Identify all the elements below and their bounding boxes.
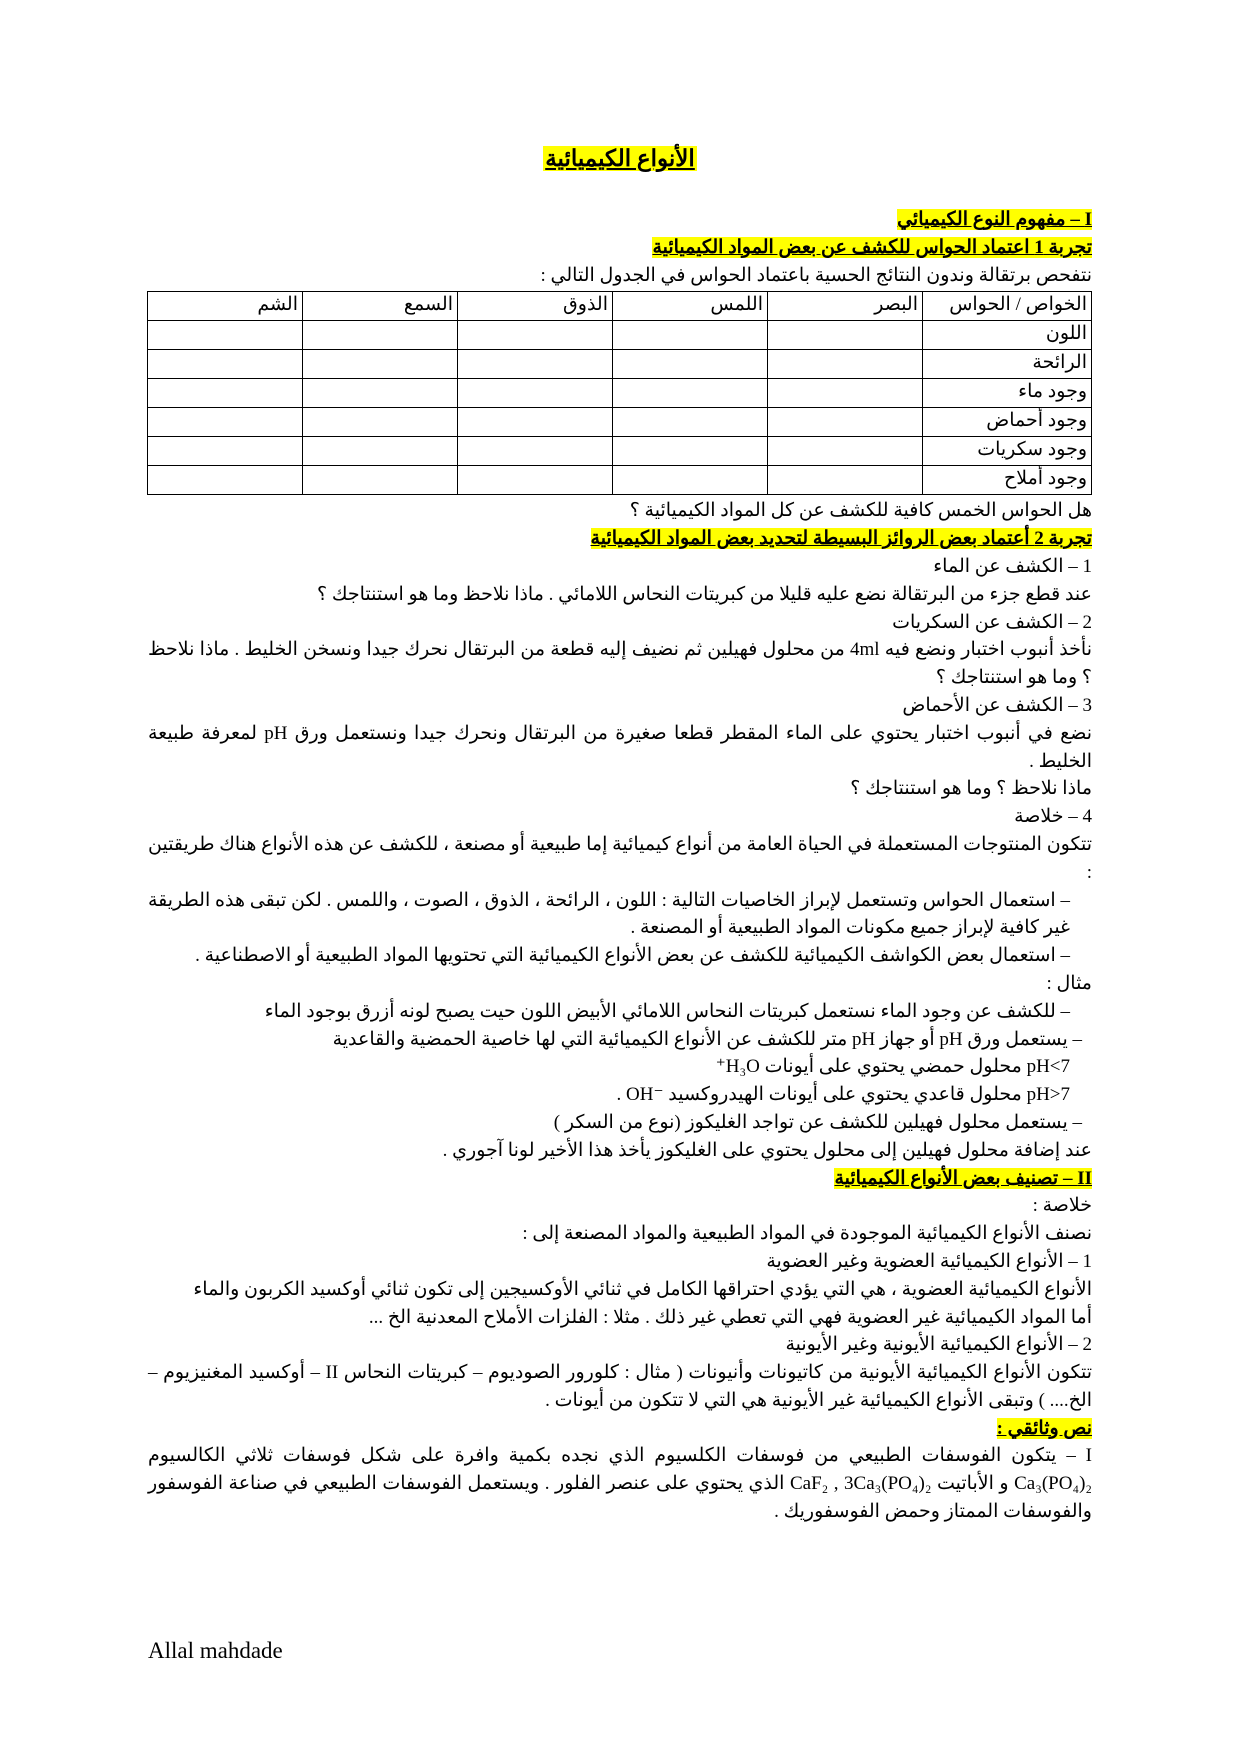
section1-heading: I – مفهوم النوع الكيميائي <box>897 209 1092 230</box>
example-fehling: – يستعمل محلول فهيلين للكشف عن تواجد الغليكوز (نوع من السكر ) <box>553 1111 1082 1133</box>
organic-title: 1 – الأنواع الكيميائية العضوية وغير العضوية <box>766 1250 1092 1272</box>
table-cell <box>768 408 923 437</box>
table-row <box>148 321 1092 350</box>
table-header-row <box>148 292 1092 321</box>
table-cell <box>148 437 303 466</box>
table-cell <box>148 408 303 437</box>
table-row-label: اللون <box>923 321 1092 350</box>
table-header-cell: الخواص / الحواس <box>923 292 1092 321</box>
doc-heading: نص وثائقي : <box>996 1417 1092 1439</box>
method-senses: – استعمال الحواس وتستعمل لإبراز الخاصيات التالية : اللون ، الرائحة ، الذوق ، الصوت ، واللمس . لكن تبقى هذه الطريقة غير كافية لإبراز جميع مكونات المواد الطبيعية أو المصنعة . <box>148 889 1070 939</box>
fehling-result: عند إضافة محلول فهيلين إلى محلول يحتوي على الغليكوز يأخذ هذا الأخير لونا آجوري . <box>442 1139 1092 1161</box>
table-cell <box>303 350 458 379</box>
table-cell <box>148 466 303 495</box>
doc-text: I – يتكون الفوسفات الطبيعي من فوسفات الكلسيوم الذي نجده بكمية وافرة على شكل فوسفات ثلاثي الكالسيوم Ca₃(PO₄)₂ و الأباتيت CaF₂ , 3Ca₃(PO₄)₂ الذي يحتوي على عنصر الفلور . ويستعمل الفوسفات الطبيعي في صناعة الفوسفور والفوسفات الممتاز وحمض الفوسفوريك . <box>148 1445 1093 1523</box>
organic-text: الأنواع الكيميائية العضوية ، هي التي يؤدي احتراقها الكامل في ثنائي الأوكسيجين إلى تكون ثنائي أوكسيد الكربون والماء <box>193 1278 1092 1300</box>
table-cell <box>458 379 613 408</box>
table-row-label: وجود أحماض <box>923 408 1092 437</box>
table-cell <box>768 466 923 495</box>
ph-base-line: pH>7 محلول قاعدي يحتوي على أيونات الهيدروكسيد ⁻OH . <box>616 1084 1070 1106</box>
water-title: 1 – الكشف عن الماء <box>933 555 1092 577</box>
table-cell <box>148 379 303 408</box>
senses-table <box>147 291 1092 495</box>
section2-heading: II – تصنيف بعض الأنواع الكيميائية <box>834 1167 1092 1189</box>
table-cell <box>768 321 923 350</box>
table-row-label: الرائحة <box>923 350 1092 379</box>
document-body <box>148 206 1092 1526</box>
acid-text: نضع في أنبوب اختبار يحتوي على الماء المقطر قطعا صغيرة من البرتقال ونحرك جيدا ونستعمل ورق pH لمعرفة طبيعة الخليط . <box>148 722 1093 772</box>
table-cell <box>303 379 458 408</box>
inorganic-text: أما المواد الكيميائية غير العضوية فهي التي تعطي غير ذلك . مثلا : الفلزات الأملاح المعدنية الخ ... <box>368 1306 1092 1328</box>
exp1-heading: تجربة 1 اعتماد الحواس للكشف عن بعض المواد الكيميائية <box>652 236 1092 258</box>
table-row <box>148 408 1092 437</box>
exp2-heading: تجربة 2 أعتماد بعض الروائز البسيطة لتحديد بعض المواد الكيميائية <box>590 528 1092 550</box>
example-ph: – يستعمل ورق pH أو جهاز pH متر للكشف عن الأنواع الكيميائية التي لها خاصية الحمضية والقاعدية <box>332 1028 1082 1050</box>
table-cell <box>458 408 613 437</box>
exp1-question: هل الحواس الخمس كافية للكشف عن كل المواد الكيميائية ؟ <box>629 500 1092 522</box>
table-cell <box>148 350 303 379</box>
table-cell <box>303 408 458 437</box>
table-cell <box>458 466 613 495</box>
classify-intro: نصنف الأنواع الكيميائية الموجودة في المواد الطبيعية والمواد المصنعة إلى : <box>522 1223 1092 1245</box>
table-cell <box>458 350 613 379</box>
ph-acid-line: pH<7 محلول حمضي يحتوي على أيونات H₃O⁺ <box>715 1056 1070 1078</box>
table-row-label: وجود أملاح <box>923 466 1092 495</box>
summary-text: تتكون المنتوجات المستعملة في الحياة العامة من أنواع كيميائية إما طبيعية أو مصنعة ، للكشف عن هذه الأنواع هناك طريقتين : <box>148 833 1092 883</box>
table-row <box>148 466 1092 495</box>
example-water: – للكشف عن وجود الماء نستعمل كبريتات النحاس اللامائي الأبيض اللون حيت يصبح لونه أزرق بوجود الماء <box>264 1000 1070 1022</box>
table-row <box>148 379 1092 408</box>
table-cell <box>768 350 923 379</box>
sugar-text: نأخذ أنبوب اختبار ونضع فيه 4ml من محلول فهيلين ثم نضيف إليه قطعة من البرتقال نحرك جيدا ونسخن الخليط . ماذا نلاحظ ؟ وما هو استنتاجك ؟ <box>148 639 1092 689</box>
table-cell <box>613 437 768 466</box>
ionic-title: 2 – الأنواع الكيميائية الأيونية وغير الأيونية <box>785 1334 1092 1356</box>
conclusion-label: خلاصة : <box>1032 1195 1092 1217</box>
acid-title: 3 – الكشف عن الأحماض <box>902 694 1092 716</box>
table-cell <box>613 379 768 408</box>
acid-question: ماذا نلاحظ ؟ وما هو استنتاجك ؟ <box>850 778 1092 800</box>
table-header-cell: الذوق <box>458 292 613 321</box>
table-header-cell: البصر <box>768 292 923 321</box>
table-cell <box>613 321 768 350</box>
method-reagents: – استعمال بعض الكواشف الكيميائية للكشف عن بعض الأنواع الكيميائية التي تحتويها المواد الطبيعية أو الاصطناعية . <box>195 945 1070 967</box>
table-cell <box>303 321 458 350</box>
table-row <box>148 437 1092 466</box>
table-header-cell: اللمس <box>613 292 768 321</box>
table-header-cell: السمع <box>303 292 458 321</box>
table-cell <box>458 321 613 350</box>
table-cell <box>613 466 768 495</box>
sugar-title: 2 – الكشف عن السكريات <box>892 611 1092 633</box>
author-footer: Allal mahdade <box>148 1638 283 1663</box>
table-header-cell: الشم <box>148 292 303 321</box>
exp1-intro: نتفحص برتقالة وندون النتائج الحسية باعتماد الحواس في الجدول التالي : <box>540 264 1092 286</box>
ionic-text: تتكون الأنواع الكيميائية الأيونية من كاتيونات وأنيونات ( مثال : كلورور الصوديوم – كبريتات النحاس II – أوكسيد المغنيزيوم – الخ.... ) وتبقى الأنواع الكيميائية غير الأيونية هي التي لا تتكون من أيونات . <box>148 1362 1092 1411</box>
example-label: مثال : <box>1046 972 1092 994</box>
table-cell <box>303 437 458 466</box>
table-row <box>148 350 1092 379</box>
summary-title: 4 – خلاصة <box>1014 806 1092 828</box>
table-cell <box>768 437 923 466</box>
table-cell <box>458 437 613 466</box>
table-cell <box>148 321 303 350</box>
table-row-label: وجود ماء <box>923 379 1092 408</box>
water-text: عند قطع جزء من البرتقالة نضع عليه قليلا من كبريتات النحاس اللامائي . ماذا نلاحظ وما هو استنتاجك ؟ <box>317 583 1092 605</box>
table-cell <box>613 350 768 379</box>
table-row-label: وجود سكريات <box>923 437 1092 466</box>
table-cell <box>613 408 768 437</box>
page-title: الأنواع الكيميائية <box>545 146 695 171</box>
table-cell <box>768 379 923 408</box>
table-cell <box>303 466 458 495</box>
